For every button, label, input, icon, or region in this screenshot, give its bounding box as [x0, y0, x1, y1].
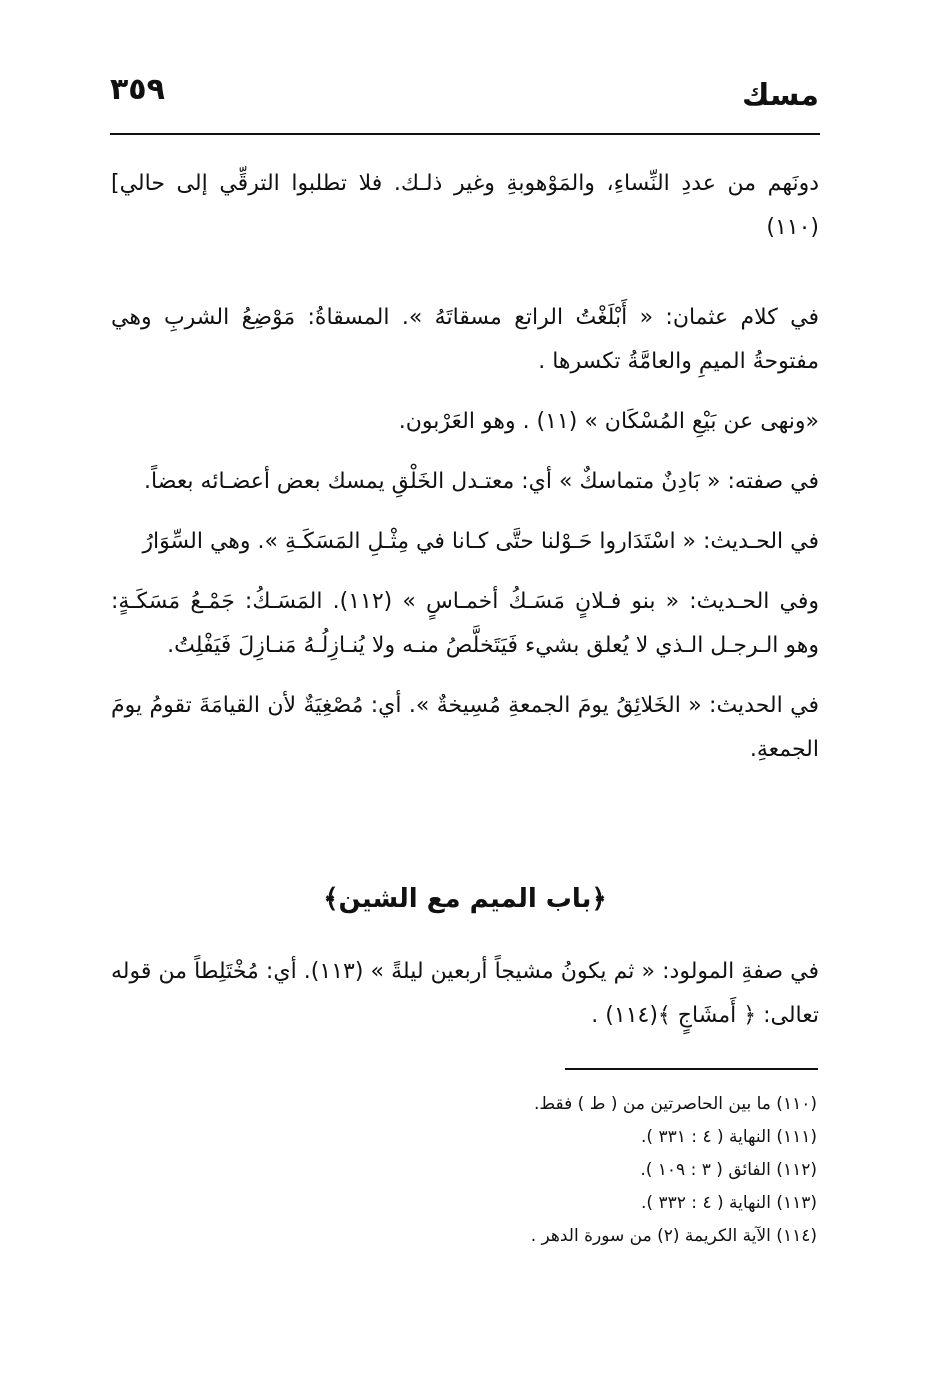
paragraph-1: دونَهم من عددِ النِّساءِ، والمَوْهوبةِ وغير ذلـك. فلا تطلبوا الترقِّي إلى حالي] (١١٠) — [111, 171, 819, 240]
running-header-word: مسك — [741, 78, 819, 113]
section-text-block — [111, 950, 819, 1038]
footnote-111: (١١١) النهاية ( ٤ : ٣٣١ ). — [641, 1127, 817, 1147]
header-divider — [110, 133, 820, 135]
paragraph-3: «ونهى عن بَيْعِ المُسْكَان » (١١) . وهو العَرْبون. — [398, 409, 819, 434]
section-heading: ﴿باب الميم مع الشين﴾ — [323, 884, 607, 914]
main-text-block — [111, 162, 819, 772]
footnote-110: (١١٠) ما بين الحاصرتين من ( ط ) فقط. — [534, 1094, 817, 1114]
footnote-112: (١١٢) الفائق ( ٣ : ١٠٩ ). — [640, 1160, 817, 1180]
paragraph-6: وفي الحـديث: « بنو فـلانٍ مَسَـكُ أخمـاسٍ » (١١٢). المَسَـكُ: جَمْـعُ مَسَكَـةٍ: وهو الـرجـل الـذي لا يُعلق بشيء فَيَتَخلَّصُ منـه ولا يُنـازِلُـهُ مَنـازِلَ فَيَفْلِتُ. — [111, 589, 819, 658]
paragraph-4: في صفته: « بَادِنٌ متماسكٌ » أي: معتـدل الخَلْقِ يمسك بعض أعضـائه بعضاً. — [144, 469, 819, 494]
paragraph-8: في صفةِ المولود: « ثم يكونُ مشيجاً أربعين ليلةً » (١١٣). أي: مُخْتَلِطاً من قوله تعالى: ﴿ أَمشَاجٍ ﴾(١١٤) . — [111, 959, 819, 1028]
footnotes — [367, 1088, 817, 1253]
footnote-divider — [565, 1068, 818, 1070]
paragraph-7: في الحديث: « الخَلائِقُ يومَ الجمعةِ مُسِيخةٌ ». أي: مُصْغِيَةٌ لأن القيامَةَ تقومُ يومَ الجمعةِ. — [111, 693, 819, 762]
footnote-114: (١١٤) الآية الكريمة (٢) من سورة الدهر . — [530, 1226, 817, 1246]
paragraph-5: في الحـديث: « اسْتَدَاروا حَـوْلنا حتَّى كـانا في مِثْـلِ المَسَكَـةِ ». وهي السِّوَارُ — [142, 529, 819, 554]
paragraph-2: في كلام عثمان: « أَبْلَغْتُ الراتع مسقاتَهُ ». المسقاةُ: مَوْضِعُ الشربِ وهي مفتوحةُ الميمِ والعامَّةُ تكسرها . — [111, 305, 819, 374]
footnote-113: (١١٣) النهاية ( ٤ : ٣٣٢ ). — [641, 1193, 817, 1213]
page-number: ٣٥٩ — [110, 72, 165, 107]
